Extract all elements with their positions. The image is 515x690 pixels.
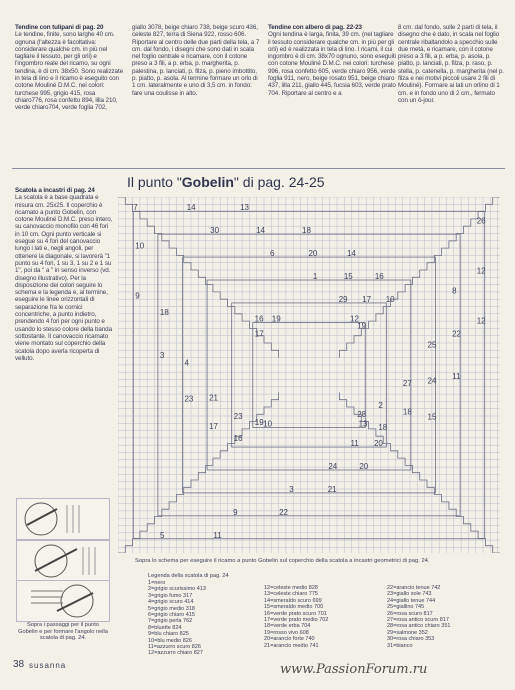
chart-number-label: 20	[359, 461, 369, 471]
page-number: 38	[13, 659, 25, 670]
chart-number-label: 7	[133, 203, 138, 213]
section-divider	[12, 168, 505, 169]
page-title: Il punto "Gobelin" di pag. 24-25	[127, 174, 325, 190]
text-tree-curtains: Ogni tendina è larga, finita, 39 cm. (nel tagliare il tessuto considerare qualche cm. in più per gli orli) ed è realizzata in tela di lino. I ricami, il cui ingombro è di cm. 38x70 ognuno, sono eseguiti con cotone Mouliné D.M.C. nei colori: turchese 996, rosa confetto 605, verde chiaro 956, verde foglia 911, nero, beige rosato 951, beige chiaro 437, lilla 211, giallo 445, fucsia 603, verde prato 704. Riportare al centro e a	[268, 31, 396, 97]
chart-number-label: 19	[254, 418, 264, 428]
chart-number-label: 19	[357, 321, 367, 331]
chart-number-label: 18	[302, 226, 311, 236]
chart-number-label: 14	[256, 226, 266, 236]
legend-column-1: 1=nero 2=grigio scurissimo 413 3=grigio fumo 317 4=grigio scuro 414 5=grigio medio 318 6=grigio chiaro 415 7=grigio perla 762 8=bluette 824 9=blu chiaro 825 10=blu medio 826 11=azzurro scuro 826 12=azzurro chiaro 827	[148, 580, 206, 657]
chart-number-label: 15	[343, 272, 353, 282]
frame-outline	[253, 323, 365, 428]
text-tulip-continued: giallo 3078, beige chiaro 738, beige scuro 436, celeste 827, terra di Siena 922, rosso 606. Riportare al centro delle due parti della tela, a 7 cm. dal fondo, i disegni che sono dati in scala nel foglio centrale e ricamare, con il cotone preso a 3 fili, a p. erba, p. margherita, p. palestina, p. lanciati, p. filza, p. pieno imbottito, p. piatto, p. asola. Al termine formare un orlo di 1 cm. lateralmente e uno di 3,5 cm. in fondo: fare una coulisse in alto.	[132, 24, 260, 97]
chart-number-label: 8	[452, 286, 457, 296]
chart-number-label: 17	[254, 329, 264, 339]
chart-number-label: 20	[308, 249, 318, 259]
column-tulip-curtains	[15, 24, 123, 112]
chart-number-label: 13	[240, 203, 250, 213]
column-box	[15, 187, 113, 362]
chart-number-label: 12	[476, 316, 486, 326]
chart-number-label: 17	[209, 422, 218, 432]
chart-number-label: 6	[270, 249, 275, 259]
chart-number-label: 10	[263, 419, 273, 429]
chart-number-label: 17	[362, 294, 372, 304]
chart-number-label: 15	[427, 412, 437, 422]
column-tree-curtains	[268, 24, 396, 97]
chart-number-label: 12	[350, 314, 359, 324]
chart-number-label: 23	[233, 412, 243, 422]
chart-number-label: 11	[213, 530, 222, 540]
chart-number-label: 18	[159, 308, 169, 318]
chart-caption: Sopra lo schema per eseguire il ricamo a punto Gobelin sul coperchio della scatola a incastri geometrici di pag. 24.	[135, 558, 430, 564]
chart-number-label: 16	[233, 434, 243, 444]
chart-number-label: 2	[378, 401, 383, 411]
watermark: www.PassionForum.ru	[280, 662, 428, 677]
column-tree-continued	[398, 24, 506, 104]
chart-number-label: 14	[186, 203, 196, 213]
text-tree-continued: 8 cm. dal fondo, sulle 2 parti di tela, il disegno che è dato, in scala nel foglio centrale ribaltandolo a specchio sulle due metà, e ricamare, con il cotone preso a 3 fili, a p. erba, p. asola, p. piatto, p. lanciati, p. filza, p. raso, p. stella, p. catenella, p. margherita (nel p. filza e nei motivi piccoli usare 2 fili di Mouliné). Formare ai lati un orlino di 1 cm. e in fondo uno di 2 cm., fermato con un ô-jour.	[398, 24, 504, 104]
chart-number-label: 19	[271, 314, 281, 324]
heading-tulip-curtains: Tendine con tulipani di pag. 20	[15, 24, 104, 31]
chart-number-label: 18	[378, 423, 388, 433]
text-tulip-curtains: Le tendine, finite, sono larghe 40 cm. ognuna (l'altezza è facoltativa: considerare qualche cm. in più nel tagliare il tessuto, per gli orli) e l'ingombro reale del ricamo, su ogni tendina, è di cm. 38x50. Sono realizzate in tela di lino e il ricamo è eseguito con cotone Mouliné D.M.C. nei colori: turchese 995, grigio 415, rosa chiaro776, rosa confetto 894, lilla 210, verde chiaro704, verde foglia 702,	[15, 31, 124, 112]
gobelin-chart	[118, 197, 500, 553]
chart-number-label: 29	[338, 294, 348, 304]
chart-number-label: 18	[402, 407, 412, 417]
legend-title: Legenda della scatola di pag. 24	[148, 573, 229, 579]
column-tulip-continued	[132, 24, 262, 97]
chart-number-label: 10	[135, 241, 145, 251]
chart-number-label: 16	[254, 314, 264, 324]
chart-number-label: 23	[184, 394, 194, 404]
frame-outline	[158, 234, 460, 516]
chart-number-label: 21	[327, 484, 337, 494]
chart-number-label: 1	[312, 272, 318, 282]
chart-number-label: 3	[159, 350, 165, 360]
chart-number-label: 24	[328, 461, 338, 471]
chart-number-label: 25	[427, 340, 437, 350]
chart-number-label: 27	[402, 378, 412, 388]
chart-number-label: 20	[373, 439, 383, 449]
chart-number-label: 22	[279, 507, 288, 517]
legend-column-2: 12=celeste medio 828 13=celeste chiaro 775 14=smeraldo scuro 699 15=smeraldo medio 700 16=verde prato scuro 701 17=verde prato medio 702 18=verde erba 704 19=rosso vivo 608 20=arancio forte 740 21=arancio medio 741	[264, 585, 329, 649]
chart-number-label: 9	[135, 291, 140, 301]
magazine-name: susanna	[29, 661, 67, 670]
chart-number-label: 30	[210, 226, 220, 236]
stitch-thumbnail-1	[16, 498, 110, 540]
chart-number-label: 9	[233, 507, 238, 517]
stitch-thumbnail-3	[16, 580, 110, 622]
stitch-thumbnail-2	[16, 540, 110, 582]
text-box: La scatola è a base quadrata e misura cm. 25x25. Il coperchio è ricamato a punto Gobelin, con cotone Mouliné D.M.C. preso intero, su canovaccio monofilo con 46 fori in 10 cm. Ogni punto verticale si esegue su 4 fori del canovaccio lungo i lati e, negli angoli, per ottenere la diagonale, si lavorerà "1 punto su 4 fori, 1 su 3, 1 su 2 e 1 su 1", poi da " a " in senso inverso (vd. disegno illustrativo). Per la disposizione dei colori seguire lo schema e la legenda e, al termine, eseguire le linee orizzontali di separazione fra le cornici concentriche, a punto indietro, prendendo 4 fori per ogni punto e usando lo stesso colore della banda sottostante. Il canovaccio ricamato viene montato sul coperchio della scatola dopo averla ricoperta di velluto.	[15, 194, 113, 362]
chart-number-label: 13	[358, 419, 368, 429]
chart-number-label: 14	[346, 249, 356, 259]
chart-number-label: 24	[427, 376, 437, 386]
chart-number-label: 11	[452, 372, 461, 382]
legend-column-3: 22=arancio tenue 742 23=giallo sole 743 24=giallo tenue 744 25=giallino 745 26=rosa scuro 817 27=rosa antico scuro 817 28=rosa antico chiaro 351 29=salmone 352 30=rosa chiaro 353 31=bianco	[387, 585, 451, 649]
heading-box: Scatola a incastri di pag. 24	[15, 187, 95, 194]
chart-number-label: 28	[357, 410, 367, 420]
thumbnail-caption: Sopra i passaggi per il punto Gobelin e per formare l'angolo nella scatola di pag. 24.	[18, 622, 108, 642]
chart-number-label: 12	[476, 266, 486, 276]
chart-number-label: 16	[374, 272, 384, 282]
chart-number-label: 10	[385, 294, 395, 304]
chart-number-label: 21	[209, 393, 218, 403]
heading-tree-curtains: Tendine con albero di pag. 22-23	[268, 24, 362, 31]
chart-number-label: 5	[159, 530, 165, 540]
chart-number-label: 11	[350, 439, 359, 449]
chart-number-label: 26	[476, 216, 486, 226]
chart-number-label: 4	[184, 358, 189, 368]
chart-number-label: 22	[452, 329, 462, 339]
chart-number-label: 3	[289, 484, 294, 494]
